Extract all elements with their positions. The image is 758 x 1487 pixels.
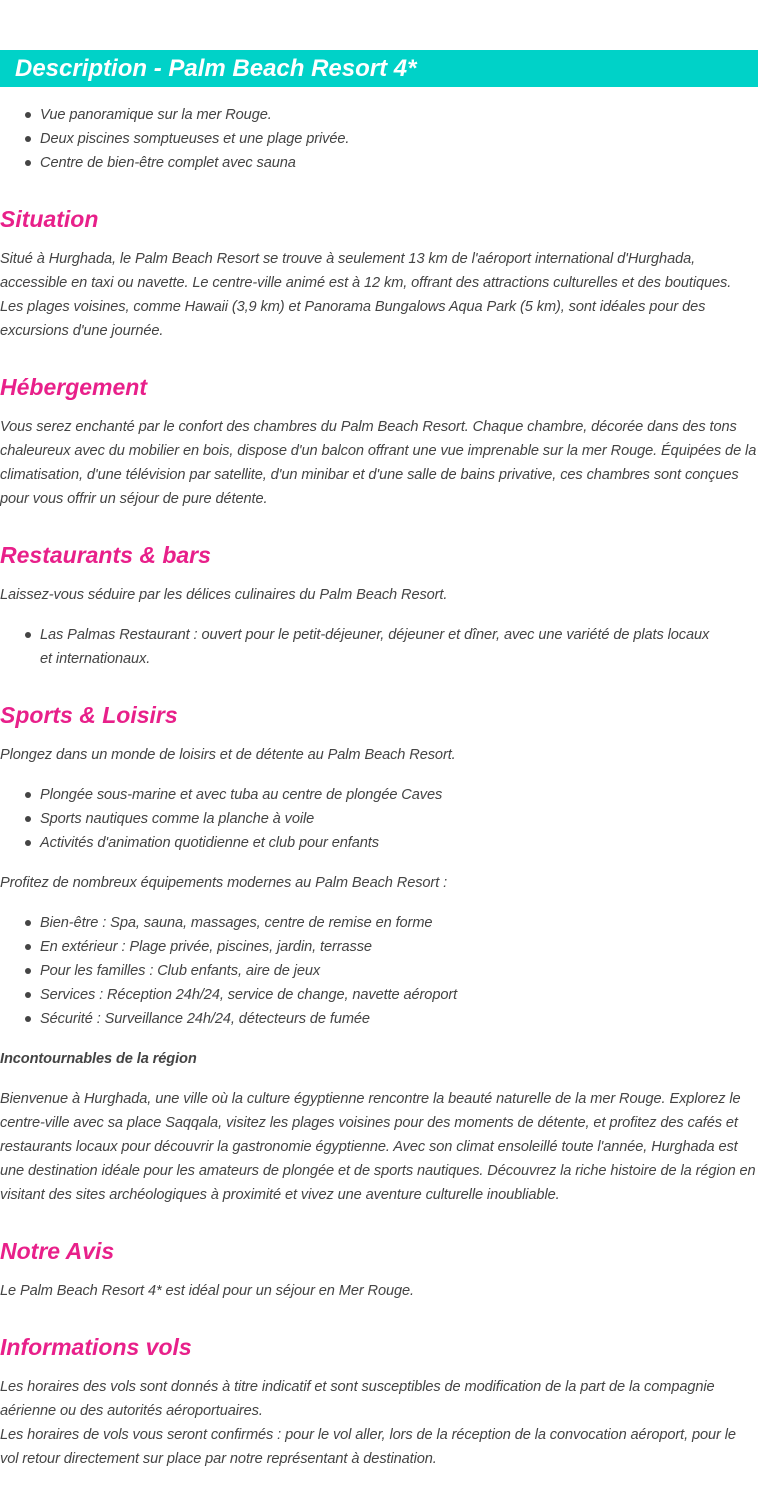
avis-text: Le Palm Beach Resort 4* est idéal pour un séjour en Mer Rouge.	[0, 1283, 415, 1299]
sports-list	[0, 783, 758, 855]
situation-text: Situé à Hurghada, le Palm Beach Resort se trouve à seulement 13 km de l'aéroport international d'Hurghada, accessible en taxi ou navette. Le centre-ville animé est à 12 km, offrant des attractions culturelles et des boutiques. Les plages voisines, comme Hawaii (3,9 km) et Panorama Bungalows Aqua Park (5 km), sont idéales pour des excursions d'une journée.	[0, 251, 732, 339]
hebergement-body	[0, 415, 758, 511]
section-title-sports: Sports & Loisirs	[0, 702, 178, 728]
region-body	[0, 1087, 758, 1207]
bullet-icon	[25, 632, 31, 638]
list-item: Centre de bien-être complet avec sauna	[0, 151, 758, 175]
highlights-section	[0, 103, 758, 175]
avis-body	[0, 1279, 758, 1303]
restaurants-intro: Laissez-vous séduire par les délices culinaires du Palm Beach Resort.	[0, 587, 448, 603]
list-item: Activités d'animation quotidienne et club pour enfants	[0, 831, 758, 855]
equipment-intro-block	[0, 871, 758, 895]
banner-title: Description - Palm Beach Resort 4*	[15, 55, 417, 82]
region-section	[0, 1047, 758, 1071]
list-item: Pour les familles : Club enfants, aire de jeux	[0, 959, 758, 983]
sports-section	[0, 701, 758, 729]
list-item: Bien-être : Spa, sauna, massages, centre de remise en forme	[0, 911, 758, 935]
section-title-situation: Situation	[0, 206, 99, 232]
equipment-intro: Profitez de nombreux équipements modernes au Palm Beach Resort :	[0, 875, 448, 891]
list-item: Deux piscines somptueuses et une plage privée.	[0, 127, 758, 151]
list-item: En extérieur : Plage privée, piscines, jardin, terrasse	[0, 935, 758, 959]
bullet-icon	[25, 944, 31, 950]
list-item: Las Palmas Restaurant : ouvert pour le petit-déjeuner, déjeuner et dîner, avec une variété de plats locaux et internationaux.	[0, 623, 720, 671]
bullet-icon	[25, 992, 31, 998]
sports-list-block	[0, 783, 758, 855]
bullet-icon	[25, 840, 31, 846]
section-title-avis: Notre Avis	[0, 1238, 115, 1264]
bullet-icon	[25, 792, 31, 798]
list-item: Sécurité : Surveillance 24h/24, détecteurs de fumée	[0, 1007, 758, 1031]
restaurants-list	[0, 623, 720, 671]
sports-intro-block	[0, 743, 758, 767]
region-title: Incontournables de la région	[0, 1051, 197, 1067]
list-item: Vue panoramique sur la mer Rouge.	[0, 103, 758, 127]
vols-text-2: Les horaires de vols vous seront confirmés : pour le vol aller, lors de la réception de la convocation aéroport, pour le vol retour directement sur place par notre représentant à destination.	[0, 1427, 736, 1467]
bullet-icon	[25, 136, 31, 142]
section-title-hebergement: Hébergement	[0, 374, 147, 400]
list-item: Services : Réception 24h/24, service de change, navette aéroport	[0, 983, 758, 1007]
list-item: Sports nautiques comme la planche à voile	[0, 807, 758, 831]
hebergement-text: Vous serez enchanté par le confort des chambres du Palm Beach Resort. Chaque chambre, décorée dans des tons chaleureux avec du mobilier en bois, dispose d'un balcon offrant une vue imprenable sur la mer Rouge. Équipées de la climatisation, d'une télévision par satellite, d'un minibar et d'une salle de bains privative, ces chambres sont conçues pour vous offrir un séjour de pure détente.	[0, 419, 757, 507]
list-item: Plongée sous-marine et avec tuba au centre de plongée Caves	[0, 783, 758, 807]
bullet-icon	[25, 160, 31, 166]
bullet-icon	[25, 1016, 31, 1022]
vols-body	[0, 1375, 758, 1471]
bullet-icon	[25, 968, 31, 974]
equipment-list-block	[0, 911, 758, 1031]
section-title-vols: Informations vols	[0, 1334, 192, 1360]
avis-section	[0, 1237, 758, 1265]
restaurants-intro-block	[0, 583, 758, 607]
restaurants-list-block	[0, 623, 720, 671]
hebergement-section	[0, 373, 758, 401]
vols-text-1: Les horaires des vols sont donnés à titre indicatif et sont susceptibles de modification de la part de la compagnie aérienne ou des autorités aéroportuaires.	[0, 1379, 715, 1419]
situation-section	[0, 205, 758, 233]
description-banner	[0, 50, 758, 87]
sports-intro: Plongez dans un monde de loisirs et de détente au Palm Beach Resort.	[0, 747, 456, 763]
highlights-list	[0, 103, 758, 175]
section-title-restaurants: Restaurants & bars	[0, 542, 211, 568]
bullet-icon	[25, 920, 31, 926]
bullet-icon	[25, 112, 31, 118]
bullet-icon	[25, 816, 31, 822]
restaurants-section	[0, 541, 758, 569]
equipment-list	[0, 911, 758, 1031]
situation-body	[0, 247, 758, 343]
vols-section	[0, 1333, 758, 1361]
region-text: Bienvenue à Hurghada, une ville où la culture égyptienne rencontre la beauté naturelle de la mer Rouge. Explorez le centre-ville avec sa place Saqqala, visitez les plages voisines pour des moments de détente, et profitez des cafés et restaurants locaux pour découvrir la gastronomie égyptienne. Avec son climat ensoleillé toute l'année, Hurghada est une destination idéale pour les amateurs de plongée et de sports nautiques. Découvrez la riche histoire de la région en visitant des sites archéologiques à proximité et vivez une aventure culturelle inoubliable.	[0, 1091, 756, 1203]
